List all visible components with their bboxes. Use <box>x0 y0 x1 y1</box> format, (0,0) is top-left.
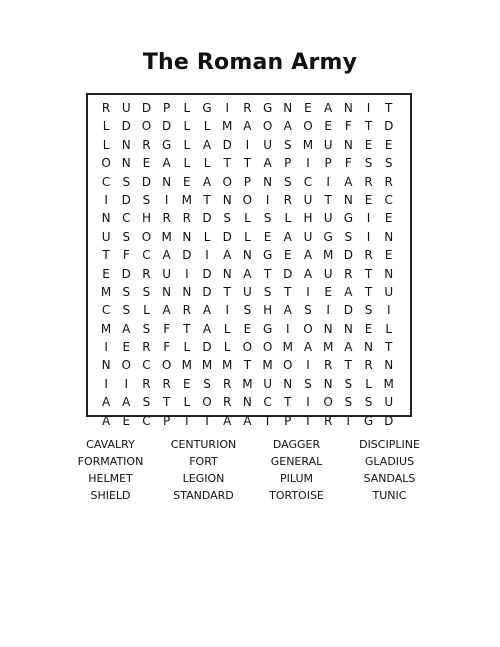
grid-letter[interactable]: G <box>323 229 333 244</box>
grid-letter[interactable]: O <box>262 119 273 134</box>
grid-letter[interactable]: M <box>302 137 314 152</box>
grid-letter[interactable]: I <box>164 192 169 207</box>
grid-letter[interactable]: I <box>104 192 108 207</box>
grid-letter[interactable]: U <box>323 266 333 281</box>
grid-letter[interactable]: S <box>122 284 131 299</box>
grid-letter[interactable]: I <box>306 395 310 410</box>
grid-letter[interactable]: A <box>243 413 252 428</box>
grid-letter[interactable]: I <box>386 303 391 318</box>
grid-letter[interactable]: N <box>384 229 394 244</box>
grid-letter[interactable]: R <box>243 101 252 115</box>
grid-letter[interactable]: P <box>163 413 171 428</box>
grid-letter[interactable]: D <box>343 248 353 263</box>
grid-letter[interactable]: L <box>223 321 231 336</box>
grid-letter[interactable]: R <box>101 101 111 115</box>
grid-letter[interactable]: N <box>222 266 232 281</box>
grid-letter[interactable]: A <box>344 340 353 355</box>
grid-letter[interactable]: I <box>124 376 129 391</box>
grid-letter[interactable]: N <box>242 395 252 410</box>
grid-letter[interactable]: P <box>284 156 292 171</box>
grid-letter[interactable]: F <box>163 321 171 336</box>
grid-letter[interactable]: S <box>344 229 353 244</box>
grid-letter[interactable]: A <box>324 101 333 115</box>
grid-letter[interactable]: E <box>283 248 292 263</box>
grid-letter[interactable]: T <box>203 413 211 428</box>
grid-letter[interactable]: L <box>183 101 191 115</box>
grid-letter[interactable]: N <box>283 376 293 391</box>
grid-letter[interactable]: E <box>324 284 332 299</box>
grid-letter[interactable]: A <box>101 413 111 428</box>
grid-letter[interactable]: F <box>344 119 352 134</box>
word-list-item: PILUM <box>280 472 313 485</box>
grid-letter[interactable]: M <box>242 376 253 391</box>
grid-letter[interactable]: T <box>385 340 393 355</box>
grid-letter[interactable]: A <box>303 248 313 263</box>
grid-letter[interactable]: S <box>122 174 131 189</box>
grid-letter[interactable]: N <box>182 284 192 299</box>
word-list-item: TUNIC <box>372 489 407 502</box>
grid-letter[interactable]: S <box>304 376 312 391</box>
grid-letter[interactable]: L <box>203 156 211 171</box>
grid-letter[interactable]: U <box>243 284 252 299</box>
letter-grid <box>96 99 399 430</box>
grid-letter[interactable]: D <box>222 137 232 152</box>
grid-letter[interactable]: D <box>121 192 131 207</box>
grid-letter[interactable]: L <box>183 156 191 171</box>
grid-letter[interactable]: E <box>263 229 272 244</box>
grid-letter[interactable]: T <box>203 192 211 207</box>
grid-letter[interactable]: S <box>243 303 252 318</box>
grid-letter[interactable]: A <box>122 321 131 336</box>
grid-letter[interactable]: L <box>183 395 191 410</box>
grid-letter[interactable]: A <box>223 413 232 428</box>
grid-letter[interactable]: T <box>364 284 373 299</box>
grid-letter[interactable]: N <box>283 101 293 115</box>
grid-letter[interactable]: D <box>384 119 394 134</box>
grid-letter[interactable]: E <box>364 137 373 152</box>
grid-letter[interactable]: O <box>141 119 152 134</box>
grid-letter[interactable]: N <box>101 211 111 226</box>
grid-letter[interactable]: A <box>283 303 292 318</box>
grid-letter[interactable]: I <box>306 284 310 299</box>
grid-letter[interactable]: U <box>162 266 172 281</box>
grid-letter[interactable]: A <box>162 303 171 318</box>
grid-letter[interactable]: O <box>161 358 172 373</box>
word-list-item: HELMET <box>88 472 133 485</box>
grid-letter[interactable]: E <box>183 376 191 391</box>
grid-letter[interactable]: O <box>141 229 152 244</box>
grid-letter[interactable]: O <box>101 156 111 171</box>
grid-letter[interactable]: A <box>202 174 212 189</box>
grid-letter[interactable]: G <box>202 101 212 115</box>
grid-letter[interactable]: U <box>384 284 394 299</box>
grid-letter[interactable]: A <box>122 395 131 410</box>
grid-letter[interactable]: A <box>243 266 252 281</box>
grid-letter[interactable]: R <box>364 174 373 189</box>
grid-letter[interactable]: U <box>121 101 131 115</box>
grid-letter[interactable]: S <box>263 211 272 226</box>
word-list-item: FORMATION <box>77 455 144 468</box>
grid-letter[interactable]: R <box>142 266 151 281</box>
grid-letter[interactable]: R <box>283 192 292 207</box>
grid-letter[interactable]: D <box>141 101 152 115</box>
grid-letter[interactable]: L <box>102 119 110 134</box>
grid-letter[interactable]: M <box>282 340 293 355</box>
grid-letter[interactable]: I <box>366 211 371 226</box>
grid-letter[interactable]: P <box>324 156 332 171</box>
grid-letter[interactable]: S <box>223 211 232 226</box>
grid-letter[interactable]: M <box>262 358 273 373</box>
grid-letter[interactable]: M <box>100 321 112 336</box>
grid-letter[interactable]: F <box>122 248 130 263</box>
grid-letter[interactable]: M <box>201 358 213 373</box>
grid-letter[interactable]: S <box>142 395 151 410</box>
grid-letter[interactable]: F <box>344 156 352 171</box>
grid-letter[interactable]: A <box>162 248 171 263</box>
grid-letter[interactable]: R <box>162 211 171 226</box>
grid-letter[interactable]: M <box>322 340 334 355</box>
grid-letter[interactable]: C <box>142 248 151 263</box>
grid-letter[interactable]: A <box>101 395 111 410</box>
grid-letter[interactable]: L <box>183 137 191 152</box>
grid-letter[interactable]: I <box>245 137 250 152</box>
grid-letter[interactable]: T <box>324 192 332 207</box>
grid-letter[interactable]: D <box>202 340 212 355</box>
word-list-item: CAVALRY <box>86 438 135 451</box>
grid-letter[interactable]: E <box>384 211 393 226</box>
grid-letter[interactable]: A <box>202 137 212 152</box>
grid-letter[interactable]: I <box>225 303 229 318</box>
grid-letter[interactable]: L <box>183 119 191 134</box>
grid-letter[interactable]: N <box>343 192 353 207</box>
grid-letter[interactable]: D <box>283 266 293 281</box>
grid-letter[interactable]: O <box>262 340 273 355</box>
grid-letter[interactable]: S <box>142 192 151 207</box>
grid-letter[interactable]: T <box>263 266 272 281</box>
grid-letter[interactable]: O <box>303 321 313 336</box>
word-list-item: SHIELD <box>90 489 131 502</box>
word-list-item: SANDALS <box>363 472 416 485</box>
grid-letter[interactable]: D <box>343 303 353 318</box>
grid-letter[interactable]: E <box>142 156 151 171</box>
grid-letter[interactable]: E <box>243 321 252 336</box>
grid-letter[interactable]: A <box>202 321 212 336</box>
grid-letter[interactable]: T <box>183 413 191 428</box>
grid-letter[interactable]: D <box>121 266 131 281</box>
grid-letter[interactable]: L <box>244 229 251 244</box>
grid-letter[interactable]: R <box>182 303 192 318</box>
grid-letter[interactable]: L <box>203 119 211 134</box>
grid-letter[interactable]: S <box>364 303 373 318</box>
grid-letter[interactable]: L <box>203 229 211 244</box>
grid-letter[interactable]: S <box>142 284 151 299</box>
grid-letter[interactable]: N <box>242 248 252 263</box>
grid-letter[interactable]: D <box>182 248 192 263</box>
grid-letter[interactable]: S <box>142 321 151 336</box>
grid-letter[interactable]: N <box>121 156 131 171</box>
grid-letter[interactable]: S <box>384 156 393 171</box>
grid-letter[interactable]: A <box>223 248 232 263</box>
grid-letter[interactable]: S <box>344 395 353 410</box>
grid-letter[interactable]: C <box>101 174 111 189</box>
grid-letter[interactable]: P <box>243 174 252 189</box>
grid-letter[interactable]: A <box>344 284 353 299</box>
grid-letter[interactable]: I <box>104 376 108 391</box>
grid-letter[interactable]: L <box>385 321 393 336</box>
grid-letter[interactable]: U <box>263 137 272 152</box>
grid-letter[interactable]: R <box>142 137 151 152</box>
word-list-item: STANDARD <box>173 489 234 502</box>
word-list <box>64 436 436 504</box>
grid-letter[interactable]: T <box>364 266 373 281</box>
grid-letter[interactable]: G <box>262 321 273 336</box>
grid-letter[interactable]: R <box>323 358 333 373</box>
grid-letter[interactable]: G <box>262 101 273 115</box>
grid-letter[interactable]: A <box>202 303 212 318</box>
grid-letter[interactable]: N <box>222 192 232 207</box>
grid-letter[interactable]: G <box>162 137 172 152</box>
grid-letter[interactable]: O <box>242 340 253 355</box>
grid-letter[interactable]: R <box>223 395 232 410</box>
grid-letter[interactable]: U <box>101 229 111 244</box>
grid-letter[interactable]: L <box>102 137 110 152</box>
grid-letter[interactable]: D <box>384 413 394 428</box>
grid-letter[interactable]: O <box>222 174 232 189</box>
grid-letter[interactable]: T <box>344 358 353 373</box>
grid-letter[interactable]: R <box>323 413 333 428</box>
grid-letter[interactable]: N <box>384 358 394 373</box>
grid-letter[interactable]: R <box>364 248 373 263</box>
grid-letter[interactable]: T <box>223 284 231 299</box>
grid-letter[interactable]: A <box>243 119 252 134</box>
grid-letter[interactable]: S <box>364 156 373 171</box>
grid-letter[interactable]: M <box>222 119 233 134</box>
grid-letter[interactable]: I <box>205 248 209 263</box>
grid-letter[interactable]: R <box>162 376 171 391</box>
grid-letter[interactable]: C <box>142 358 151 373</box>
grid-letter[interactable]: E <box>364 192 373 207</box>
grid-letter[interactable]: T <box>344 413 353 428</box>
grid-letter[interactable]: N <box>384 266 394 281</box>
word-list-item: GENERAL <box>270 455 323 468</box>
grid-letter[interactable]: A <box>162 156 171 171</box>
grid-letter[interactable]: M <box>100 284 112 299</box>
grid-letter[interactable]: T <box>162 395 171 410</box>
grid-letter[interactable]: I <box>306 358 310 373</box>
grid-letter[interactable]: N <box>343 101 353 115</box>
grid-letter[interactable]: I <box>225 101 229 115</box>
grid-letter[interactable]: U <box>263 376 272 391</box>
word-list-item: TORTOISE <box>269 489 324 502</box>
grid-letter[interactable]: S <box>283 174 292 189</box>
grid-letter[interactable]: U <box>303 192 313 207</box>
grid-letter[interactable]: R <box>142 376 151 391</box>
grid-letter[interactable]: R <box>384 174 393 189</box>
word-list-item: DAGGER <box>272 438 321 451</box>
grid-letter[interactable]: A <box>303 266 313 281</box>
grid-letter[interactable]: E <box>324 119 332 134</box>
grid-letter[interactable]: U <box>323 211 333 226</box>
grid-letter[interactable]: L <box>244 211 251 226</box>
grid-letter[interactable]: R <box>142 340 151 355</box>
grid-letter[interactable]: N <box>343 137 353 152</box>
grid-letter[interactable]: D <box>222 229 232 244</box>
word-list-item: GLADIUS <box>364 455 415 468</box>
grid-letter[interactable]: N <box>162 174 172 189</box>
grid-letter[interactable]: P <box>284 413 292 428</box>
grid-letter[interactable]: R <box>223 376 232 391</box>
word-list-item: DISCIPLINE <box>359 438 420 451</box>
grid-letter[interactable]: N <box>323 321 333 336</box>
grid-letter[interactable]: N <box>121 137 131 152</box>
grid-letter[interactable]: E <box>384 248 393 263</box>
grid-letter[interactable]: R <box>344 266 353 281</box>
grid-letter[interactable]: A <box>283 229 292 244</box>
grid-letter[interactable]: H <box>303 211 313 226</box>
grid-letter[interactable]: R <box>364 358 373 373</box>
grid-letter[interactable]: L <box>284 211 292 226</box>
grid-letter[interactable]: N <box>364 340 374 355</box>
grid-letter[interactable]: L <box>223 340 231 355</box>
grid-letter[interactable]: T <box>263 413 272 428</box>
grid-letter[interactable]: I <box>366 229 371 244</box>
grid-letter[interactable]: E <box>364 321 373 336</box>
grid-letter[interactable]: E <box>102 266 110 281</box>
grid-letter[interactable]: C <box>384 192 393 207</box>
grid-letter[interactable]: L <box>365 376 372 391</box>
grid-letter[interactable]: E <box>183 174 191 189</box>
word-list-item: LEGION <box>182 472 225 485</box>
grid-letter[interactable]: S <box>344 376 353 391</box>
grid-letter[interactable]: I <box>326 303 330 318</box>
grid-letter[interactable]: I <box>326 174 330 189</box>
letter-grid-frame <box>86 93 412 428</box>
grid-letter[interactable]: H <box>141 211 151 226</box>
grid-letter[interactable]: M <box>322 248 334 263</box>
grid-letter[interactable]: I <box>306 156 310 171</box>
grid-letter[interactable]: G <box>343 211 353 226</box>
grid-letter[interactable]: D <box>162 119 172 134</box>
grid-letter[interactable]: T <box>102 248 110 263</box>
grid-letter[interactable]: T <box>223 156 231 171</box>
grid-letter[interactable]: N <box>323 376 333 391</box>
grid-letter[interactable]: N <box>182 229 192 244</box>
grid-letter[interactable]: S <box>263 284 272 299</box>
grid-letter[interactable]: S <box>364 395 373 410</box>
word-list-item: CENTURION <box>170 438 237 451</box>
grid-letter[interactable]: A <box>303 340 313 355</box>
grid-letter[interactable]: N <box>263 174 273 189</box>
grid-letter[interactable]: N <box>343 321 353 336</box>
grid-letter[interactable]: D <box>141 174 152 189</box>
grid-letter[interactable]: I <box>104 340 108 355</box>
grid-letter[interactable]: U <box>303 229 313 244</box>
grid-letter[interactable]: O <box>242 192 253 207</box>
grid-letter[interactable]: C <box>101 303 111 318</box>
grid-letter[interactable]: O <box>121 358 131 373</box>
grid-letter[interactable]: P <box>163 101 171 115</box>
grid-letter[interactable]: O <box>323 395 333 410</box>
grid-letter[interactable]: M <box>383 376 394 391</box>
grid-letter[interactable]: M <box>222 358 233 373</box>
grid-letter[interactable]: G <box>363 413 374 428</box>
grid-letter[interactable]: E <box>122 413 131 428</box>
grid-letter[interactable]: M <box>161 229 172 244</box>
grid-letter[interactable]: A <box>344 174 353 189</box>
grid-letter[interactable]: T <box>183 321 191 336</box>
grid-letter[interactable]: M <box>181 358 193 373</box>
grid-letter[interactable]: R <box>182 211 192 226</box>
grid-letter[interactable]: S <box>122 229 131 244</box>
grid-letter[interactable]: T <box>364 119 373 134</box>
grid-letter[interactable]: N <box>162 284 172 299</box>
grid-letter[interactable]: D <box>202 284 212 299</box>
grid-letter[interactable]: A <box>263 156 272 171</box>
grid-letter[interactable]: O <box>202 395 212 410</box>
grid-letter[interactable]: G <box>262 248 273 263</box>
grid-letter[interactable]: L <box>143 303 150 318</box>
grid-letter[interactable]: T <box>385 101 393 115</box>
grid-letter[interactable]: E <box>122 340 131 355</box>
grid-letter[interactable]: T <box>243 358 252 373</box>
grid-letter[interactable]: I <box>286 321 290 336</box>
grid-letter[interactable]: I <box>366 101 371 115</box>
grid-letter[interactable]: D <box>202 266 212 281</box>
grid-letter[interactable]: D <box>121 119 131 134</box>
grid-letter[interactable]: C <box>142 413 151 428</box>
grid-letter[interactable]: E <box>304 101 312 115</box>
grid-letter[interactable]: D <box>202 211 212 226</box>
grid-letter[interactable]: S <box>304 303 312 318</box>
grid-letter[interactable]: A <box>283 119 292 134</box>
puzzle-title: The Roman Army <box>142 50 358 75</box>
grid-letter[interactable]: T <box>243 156 252 171</box>
grid-letter[interactable]: T <box>284 284 292 299</box>
grid-letter[interactable]: U <box>384 395 394 410</box>
grid-letter[interactable]: O <box>303 119 313 134</box>
grid-letter[interactable]: U <box>323 137 333 152</box>
grid-letter[interactable]: L <box>183 340 191 355</box>
grid-letter[interactable]: O <box>283 358 293 373</box>
grid-letter[interactable]: E <box>384 137 393 152</box>
grid-letter[interactable]: N <box>101 358 111 373</box>
grid-letter[interactable]: S <box>283 137 292 152</box>
grid-letter[interactable]: C <box>122 211 131 226</box>
grid-letter[interactable]: I <box>265 192 270 207</box>
grid-letter[interactable]: T <box>304 413 312 428</box>
grid-letter[interactable]: S <box>203 376 211 391</box>
grid-letter[interactable]: T <box>284 395 292 410</box>
grid-letter[interactable]: S <box>122 303 131 318</box>
grid-letter[interactable]: C <box>303 174 313 189</box>
grid-letter[interactable]: I <box>185 266 189 281</box>
grid-letter[interactable]: M <box>181 192 193 207</box>
word-list-item: FORT <box>189 455 218 468</box>
grid-letter[interactable]: C <box>263 395 272 410</box>
grid-letter[interactable]: H <box>263 303 273 318</box>
grid-letter[interactable]: F <box>163 340 171 355</box>
